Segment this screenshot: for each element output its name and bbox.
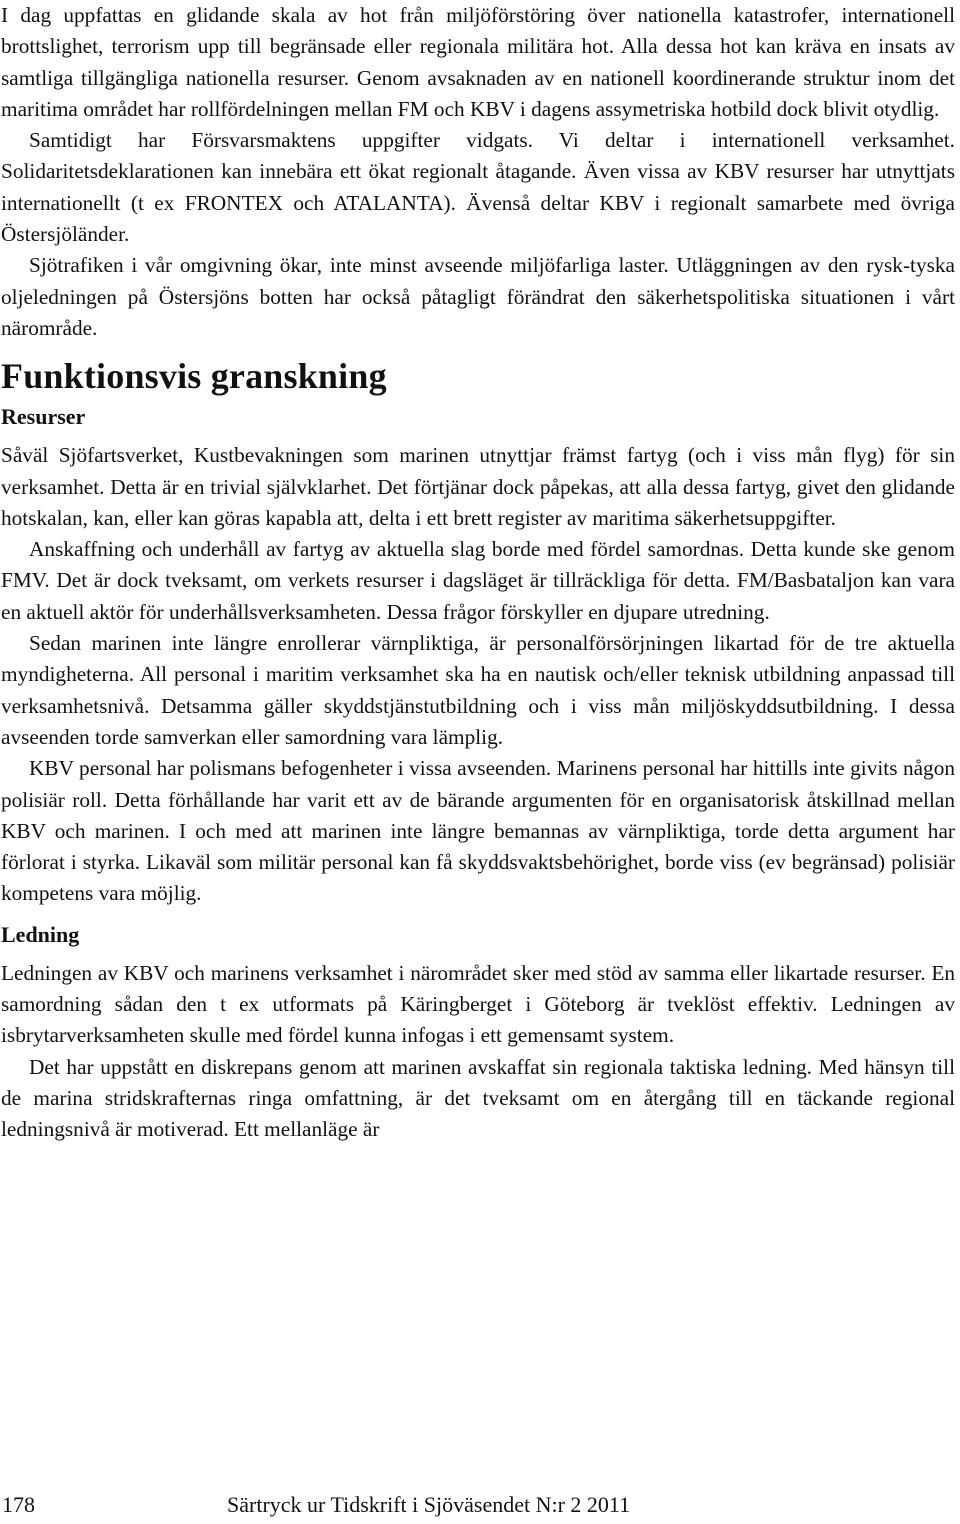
page-footer — [2, 1489, 956, 1521]
resurser-paragraph-3: Sedan marinen inte längre enrollerar värnpliktiga, är personalförsörjningen likartad för de tre aktuella myndigheterna. All personal i maritim verksamhet ska ha en nautisk och/eller teknisk utbildning anpassad till verksamhetsnivå. Detsamma gäller skyddstjänstutbildning och i viss mån miljöskyddsutbildning. I dessa avseenden torde samverkan eller samordning vara lämplig. — [1, 631, 955, 749]
resurser-paragraph-1: Såväl Sjöfartsverket, Kustbevakningen som marinen utnyttjar främst fartyg (och i viss mån flyg) för sin verksamhet. Detta är en trivial självklarhet. Det förtjänar dock påpekas, att alla dessa fartyg, givet den glidande hotskalan, kan, eller kan göras kapabla att, delta i ett brett register av maritima säkerhetsuppgifter. — [1, 443, 955, 530]
resurser-paragraph-4: KBV personal har polismans befogenheter i vissa avseenden. Marinens personal har hittills inte givits någon polisiär roll. Detta förhållande har varit ett av de bärande argumenten för en organisatorisk åtskillnad mellan KBV och marinen. I och med att marinen inte längre bemannas av värnpliktiga, torde detta argument har förlorat i styrka. Likaväl som militär personal kan få skyddsvaktsbehörighet, borde viss (ev begränsad) polisiär kompetens vara möjlig. — [1, 756, 955, 906]
intro-paragraph-3: Sjötrafiken i vår omgivning ökar, inte minst avseende miljöfarliga laster. Utläggningen av den rysk-tyska oljeledningen på Östersjöns botten har också påtagligt förändrat den säkerhetspolitiska situationen i vårt närområde. — [1, 253, 955, 340]
section-title: Funktionsvis granskning — [1, 356, 387, 397]
text-column — [1, 0, 955, 1146]
resurser-paragraph-2: Anskaffning och underhåll av fartyg av aktuella slag borde med fördel samordnas. Detta kunde ske genom FMV. Det är dock tveksamt, om verkets resurser i dagsläget är tillräckliga för detta. FM/Basbataljon kan vara en aktuell aktör för underhållsverksamheten. Dessa frågor förskyller en djupare utredning. — [1, 537, 955, 624]
subsection-heading-resurser: Resurser — [1, 404, 86, 430]
ledning-paragraph-2: Det har uppstått en diskrepans genom att marinen avskaffat sin regionala taktiska ledning. Med hänsyn till de marina stridskrafternas ringa omfattning, är det tveksamt om en återgång till en täckande regional ledningsnivå är motiverad. Ett mellanläge är — [1, 1054, 955, 1142]
ledning-paragraph-1: Ledningen av KBV och marinens verksamhet i närområdet sker med stöd av samma eller likartade resurser. En samordning sådan den t ex utformats på Käringberget i Göteborg är tveklöst effektiv. Ledningen av isbrytarverksamheten skulle med fördel kunna infogas i ett gemensamt system. — [1, 960, 955, 1048]
running-title: Särtryck ur Tidskrift i Sjöväsendet N:r 2 2011 — [227, 1492, 631, 1517]
intro-paragraph-1: I dag uppfattas en glidande skala av hot från miljöförstöring över nationella katastrofer, internationell brottslighet, terrorism upp till begränsade eller regionala militära hot. Alla dessa hot kan kräva en insats av samtliga tillgängliga nationella resurser. Genom avsaknaden av en nationell koordinerande struktur inom det maritima området har rollfördelningen mellan FM och KBV i dagens assymetriska hotbild dock blivit otydlig. — [1, 3, 955, 121]
intro-paragraph-2: Samtidigt har Försvarsmaktens uppgifter vidgats. Vi deltar i internationell verksamhet. Solidaritetsdeklarationen kan innebära ett ökat regionalt åtagande. Även vissa av KBV resurser har utnyttjats internationellt (t ex FRONTEX och ATALANTA). Ävenså deltar KBV i regionalt samarbete med övriga Östersjöländer. — [1, 128, 955, 247]
subsection-heading-ledning: Ledning — [1, 921, 80, 947]
page-number: 178 — [2, 1492, 35, 1517]
